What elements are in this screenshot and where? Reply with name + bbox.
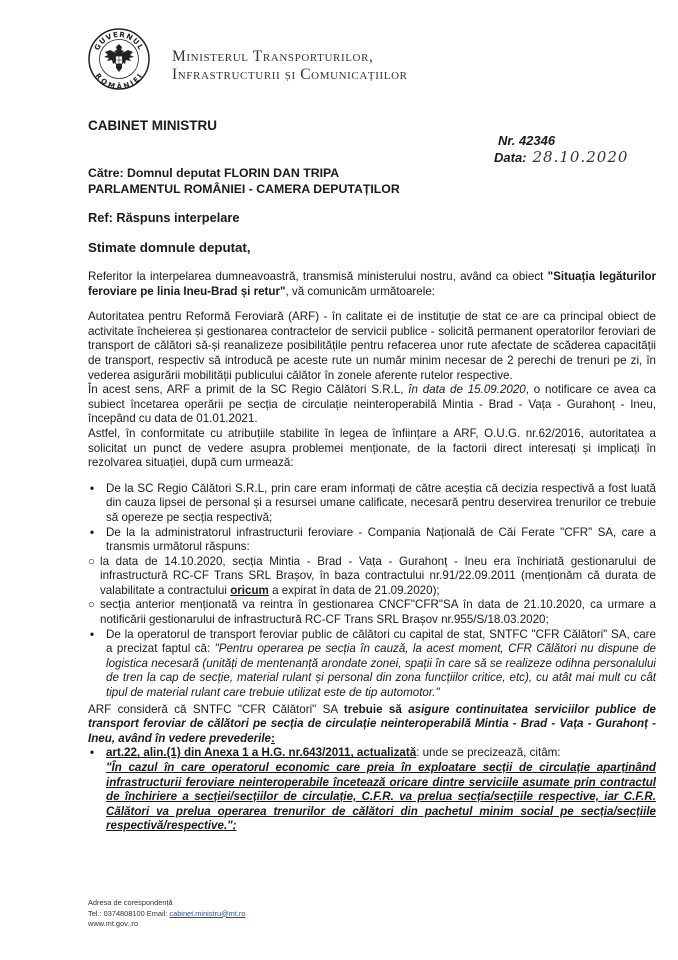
letter-body bbox=[88, 270, 656, 834]
government-seal-icon bbox=[88, 28, 150, 90]
bullet-cfr: • De la la administratorul infrastructurii feroviare - Compania Națională de Căi Ferate "CFR" SA, care a transmis următorul răspuns: bbox=[90, 525, 656, 554]
footer-website[interactable]: www.mt.gov..ro bbox=[88, 919, 138, 928]
footer-contact bbox=[88, 898, 245, 930]
seal-text-top: GUVERNUL bbox=[92, 29, 146, 52]
bullet-regio: • De la SC Regio Călători S.R.L, prin care eram informați de către aceștia că decizia respectivă a fost luată din cauza lipsei de personal și a resursei umane calificate, necesară pentru deservirea trenurilor ce trebuie să opereze pe secția respectivă; bbox=[90, 481, 656, 524]
footer-phone-email: Tel.: 0374808100 Email: cabinet.ministru@mt.ro bbox=[88, 908, 246, 918]
registration-date bbox=[494, 148, 628, 166]
cabinet-heading: CABINET MINISTRU bbox=[88, 118, 217, 133]
ministry-line-1: Ministerul Transporturilor, bbox=[172, 48, 374, 65]
paragraph-arf: Autoritatea pentru Reformă Feroviară (ARF) - în calitate ei de instituție de stat ce are ca principal obiect de activitate încheierea și gestionarea contractelor de servicii publice - solicită permanent operatorilor feroviari de transport de călători să-și reanalizeze posibilitățile pentru refacerea unor rute afectate de scăderea capacității de transport, respectiv să introducă pe aceste rute un număr minim necesar de 2 perechi de trenuri pe zi, în vederea asigurării mobilității publicului călător în zonele aferente rutelor respective. bbox=[88, 310, 656, 382]
handwritten-date: 28.10.2020 bbox=[532, 148, 629, 166]
recipient-line-1: Către: Domnul deputat FLORIN DAN TRIPA bbox=[88, 166, 340, 180]
bullet-cfr-calatori: • De la operatorul de transport feroviar public de călători cu capital de stat, SNTFC "CFR Călători" SA, care a precizat faptul că: "Pentru operarea pe secția în cauză, la acest moment, CFR Călători nu dispune de logistica necesară (unități de mentenanță arondate zonei, spații în care să se realizeze odihna personalului de tren la cap de secție, material rulant și personal din zona funcțiilor critice, etc), cu atât mai mult cu cât tipul de material rulant care trebuie utilizat este de tip automotor." bbox=[90, 627, 656, 700]
sub-bullet-return: ○ secția anterior menționată va reintra în gestionarea CNCF"CFR"SA în data de 21.10.2020, ca urmare a notificării gestionarului de infrastructură RC-CF Trans SRL Brașov nr.955/S/18.03.2020; bbox=[88, 598, 656, 627]
reference-line: Ref: Răspuns interpelare bbox=[88, 210, 240, 225]
footer-address-label: Adresa de corespondență bbox=[88, 898, 173, 907]
intro-paragraph: Referitor la interpelarea dumneavoastră, transmisă ministerului nostru, având ca obiect "Situația legăturilor feroviare pe linia Ineu-Brad și retur", vă comunicăm următoarele: bbox=[88, 270, 656, 298]
date-label: Data: bbox=[494, 150, 527, 165]
svg-text:ROMÂNIEI bbox=[94, 72, 145, 90]
salutation: Stimate domnule deputat, bbox=[88, 240, 251, 255]
paragraph-notification: În acest sens, ARF a primit de la SC Regio Călători S.R.L, în data de 15.09.2020, o notificare ce avea ca subiect încetarea operării pe secția de circulație neinteroperabilă Mintia - Brad - Vața - Gurahonț - Ineu, începând cu data de 01.01.2021. bbox=[88, 383, 657, 426]
ministry-line-2: Infrastructurii și Comunicațiilor bbox=[172, 66, 408, 83]
recipient-line-2: PARLAMENTUL ROMÂNIEI - CAMERA DEPUTAȚILOR bbox=[88, 182, 400, 196]
seal-text-bottom: ROMÂNIEI bbox=[93, 71, 145, 90]
paragraph-ogu: Astfel, în conformitate cu atribuțiile stabilite în legea de înființare a ARF, O.U.G. nr.62/2016, autoritatea a solicitat un punct de vedere asupra problemei menționate, de la factorii direct interesați și implicați în rezolvarea situației, după cum urmează: bbox=[88, 426, 656, 470]
registration-number: Nr. 42346 bbox=[498, 133, 556, 148]
sub-bullet-lease: ○ la data de 14.10.2020, secția Mintia - Brad - Vața - Gurahonț - Ineu era închiriată gestionarului de infrastructură RC-CF Trans SRL Brașov, în baza contractului nr.91/22.09.2011 (menționăm că durata de valabilitate a contractului oricum a expirat în data de 21.09.2020); bbox=[88, 554, 656, 597]
ministry-name bbox=[172, 48, 592, 84]
arf-conclusion: ARF consideră că SNTFC "CFR Călători" SA trebuie să asigure continuitatea serviciilor publice de transport feroviar de călători pe secția de circulație neinteroperabilă Mintia - Brad - Vața - Gurahonț - Ineu, având în vedere prevederile: bbox=[88, 702, 656, 745]
citation-bullet: • art.22, alin.(1) din Anexa 1 a H.G. nr.643/2011, actualizată: unde se precizează, citâm: "În cazul în care operatorul economic care preia în exploatare secții de circulație aparținând infrastructurii feroviare neinteroperabile încetează oricare dintre serviciile asumate prin contractul de închiriere a secției/secțiilor de circulație, C.F.R. va prelua secția/secțiile respective, iar C.F.R. Călători va prelua operarea trenurilor de călători din pachetul minim social pe secția/secțiile respectivă/respective."; bbox=[90, 746, 656, 833]
footer-email-link[interactable]: cabinet.ministru@mt.ro bbox=[169, 908, 246, 918]
recipient-block bbox=[88, 165, 400, 197]
